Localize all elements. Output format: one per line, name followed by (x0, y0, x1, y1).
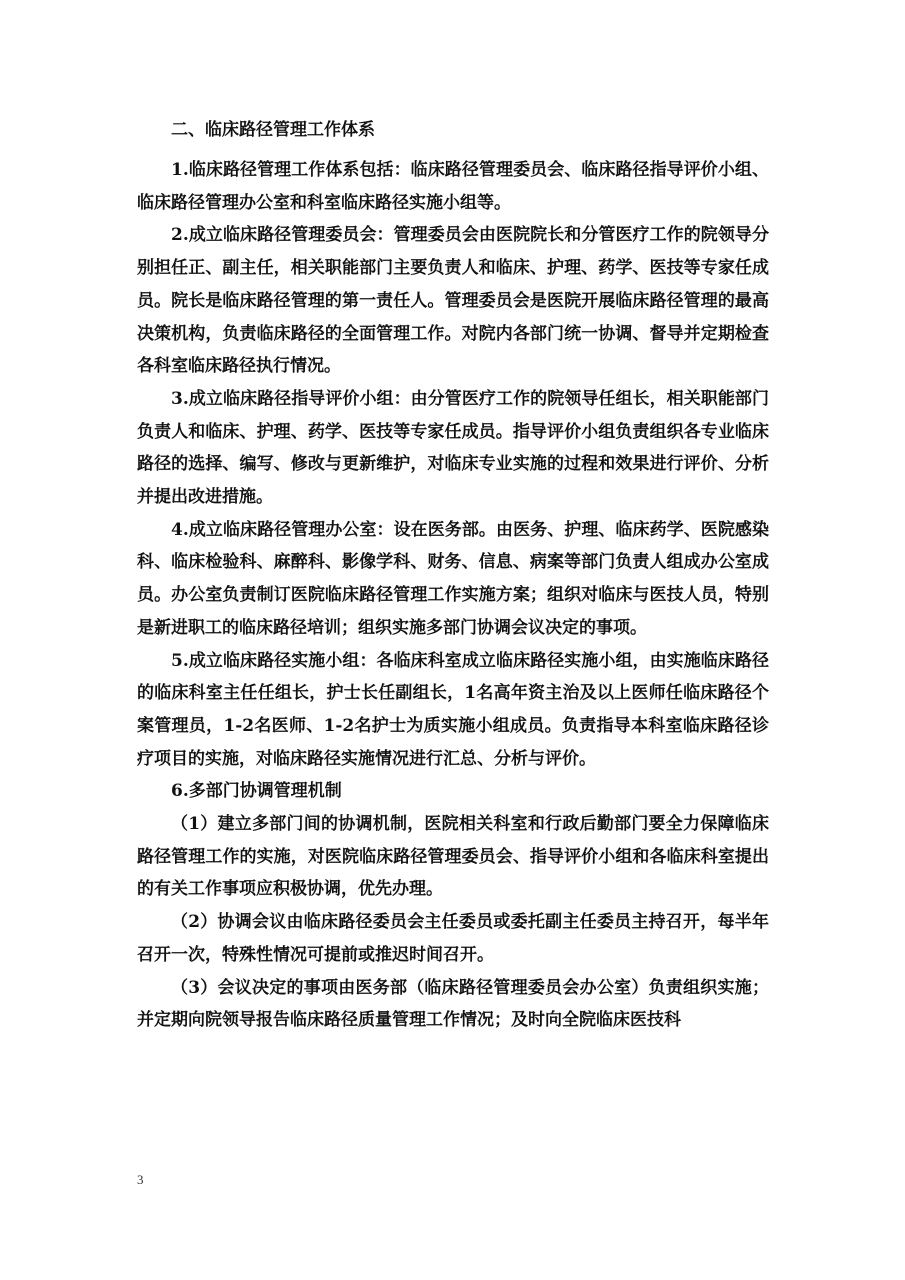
paragraph-2: 2.成立临床路径管理委员会：管理委员会由医院院长和分管医疗工作的院领导分别担任正、副主任，相关职能部门主要负责人和临床、护理、药学、医技等专家任成员。院长是临床路径管理的第一责任人。管理委员会是医院开展临床路径管理的最高决策机构，负责临床路径的全面管理工作。对院内各部门统一协调、督导并定期检查各科室临床路径执行情况。 (137, 225, 769, 377)
page-body (137, 114, 769, 1037)
paragraph-6-2: （2）协调会议由临床路径委员会主任委员或委托副主任委员主持召开，每半年召开一次，特殊性情况可提前或推迟时间召开。 (137, 912, 769, 965)
paragraph-6-1: （1）建立多部门间的协调机制，医院相关科室和行政后勤部门要全力保障临床路径管理工作的实施，对医院临床路径管理委员会、指导评价小组和各临床科室提出的有关工作事项应积极协调，优先办理。 (137, 814, 769, 900)
page-number: 3 (137, 1172, 144, 1187)
paragraph-4: 4.成立临床路径管理办公室：设在医务部。由医务、护理、临床药学、医院感染科、临床检验科、麻醉科、影像学科、财务、信息、病案等部门负责人组成办公室成员。办公室负责制订医院临床路径管理工作实施方案；组织对临床与医技人员，特别是新进职工的临床路径培训；组织实施多部门协调会议决定的事项。 (137, 519, 769, 638)
paragraph-6-3: （3）会议决定的事项由医务部（临床路径管理委员会办公室）负责组织实施；并定期向院领导报告临床路径质量管理工作情况；及时向全院临床医技科 (137, 977, 769, 1031)
section-heading: 二、临床路径管理工作体系 (171, 120, 375, 140)
paragraph-1: 1.临床路径管理工作体系包括：临床路径管理委员会、临床路径指导评价小组、临床路径管理办公室和科室临床路径实施小组等。 (137, 160, 769, 213)
paragraph-3: 3.成立临床路径指导评价小组：由分管医疗工作的院领导任组长，相关职能部门负责人和临床、护理、药学、医技等专家任成员。指导评价小组负责组织各专业临床路径的选择、编写、修改与更新维护，对临床专业实施的过程和效果进行评价、分析并提出改进措施。 (137, 388, 769, 508)
paragraph-5: 5.成立临床路径实施小组：各临床科室成立临床路径实施小组，由实施临床路径的临床科室主任任组长，护士长任副组长，1名高年资主治及以上医师任临床路径个案管理员，1-2名医师、1-2名护士为质实施小组成员。负责指导本科室临床路径诊疗项目的实施，对临床路径实施情况进行汇总、分析与评价。 (137, 650, 769, 769)
paragraph-6: 6.多部门协调管理机制 (171, 781, 342, 802)
